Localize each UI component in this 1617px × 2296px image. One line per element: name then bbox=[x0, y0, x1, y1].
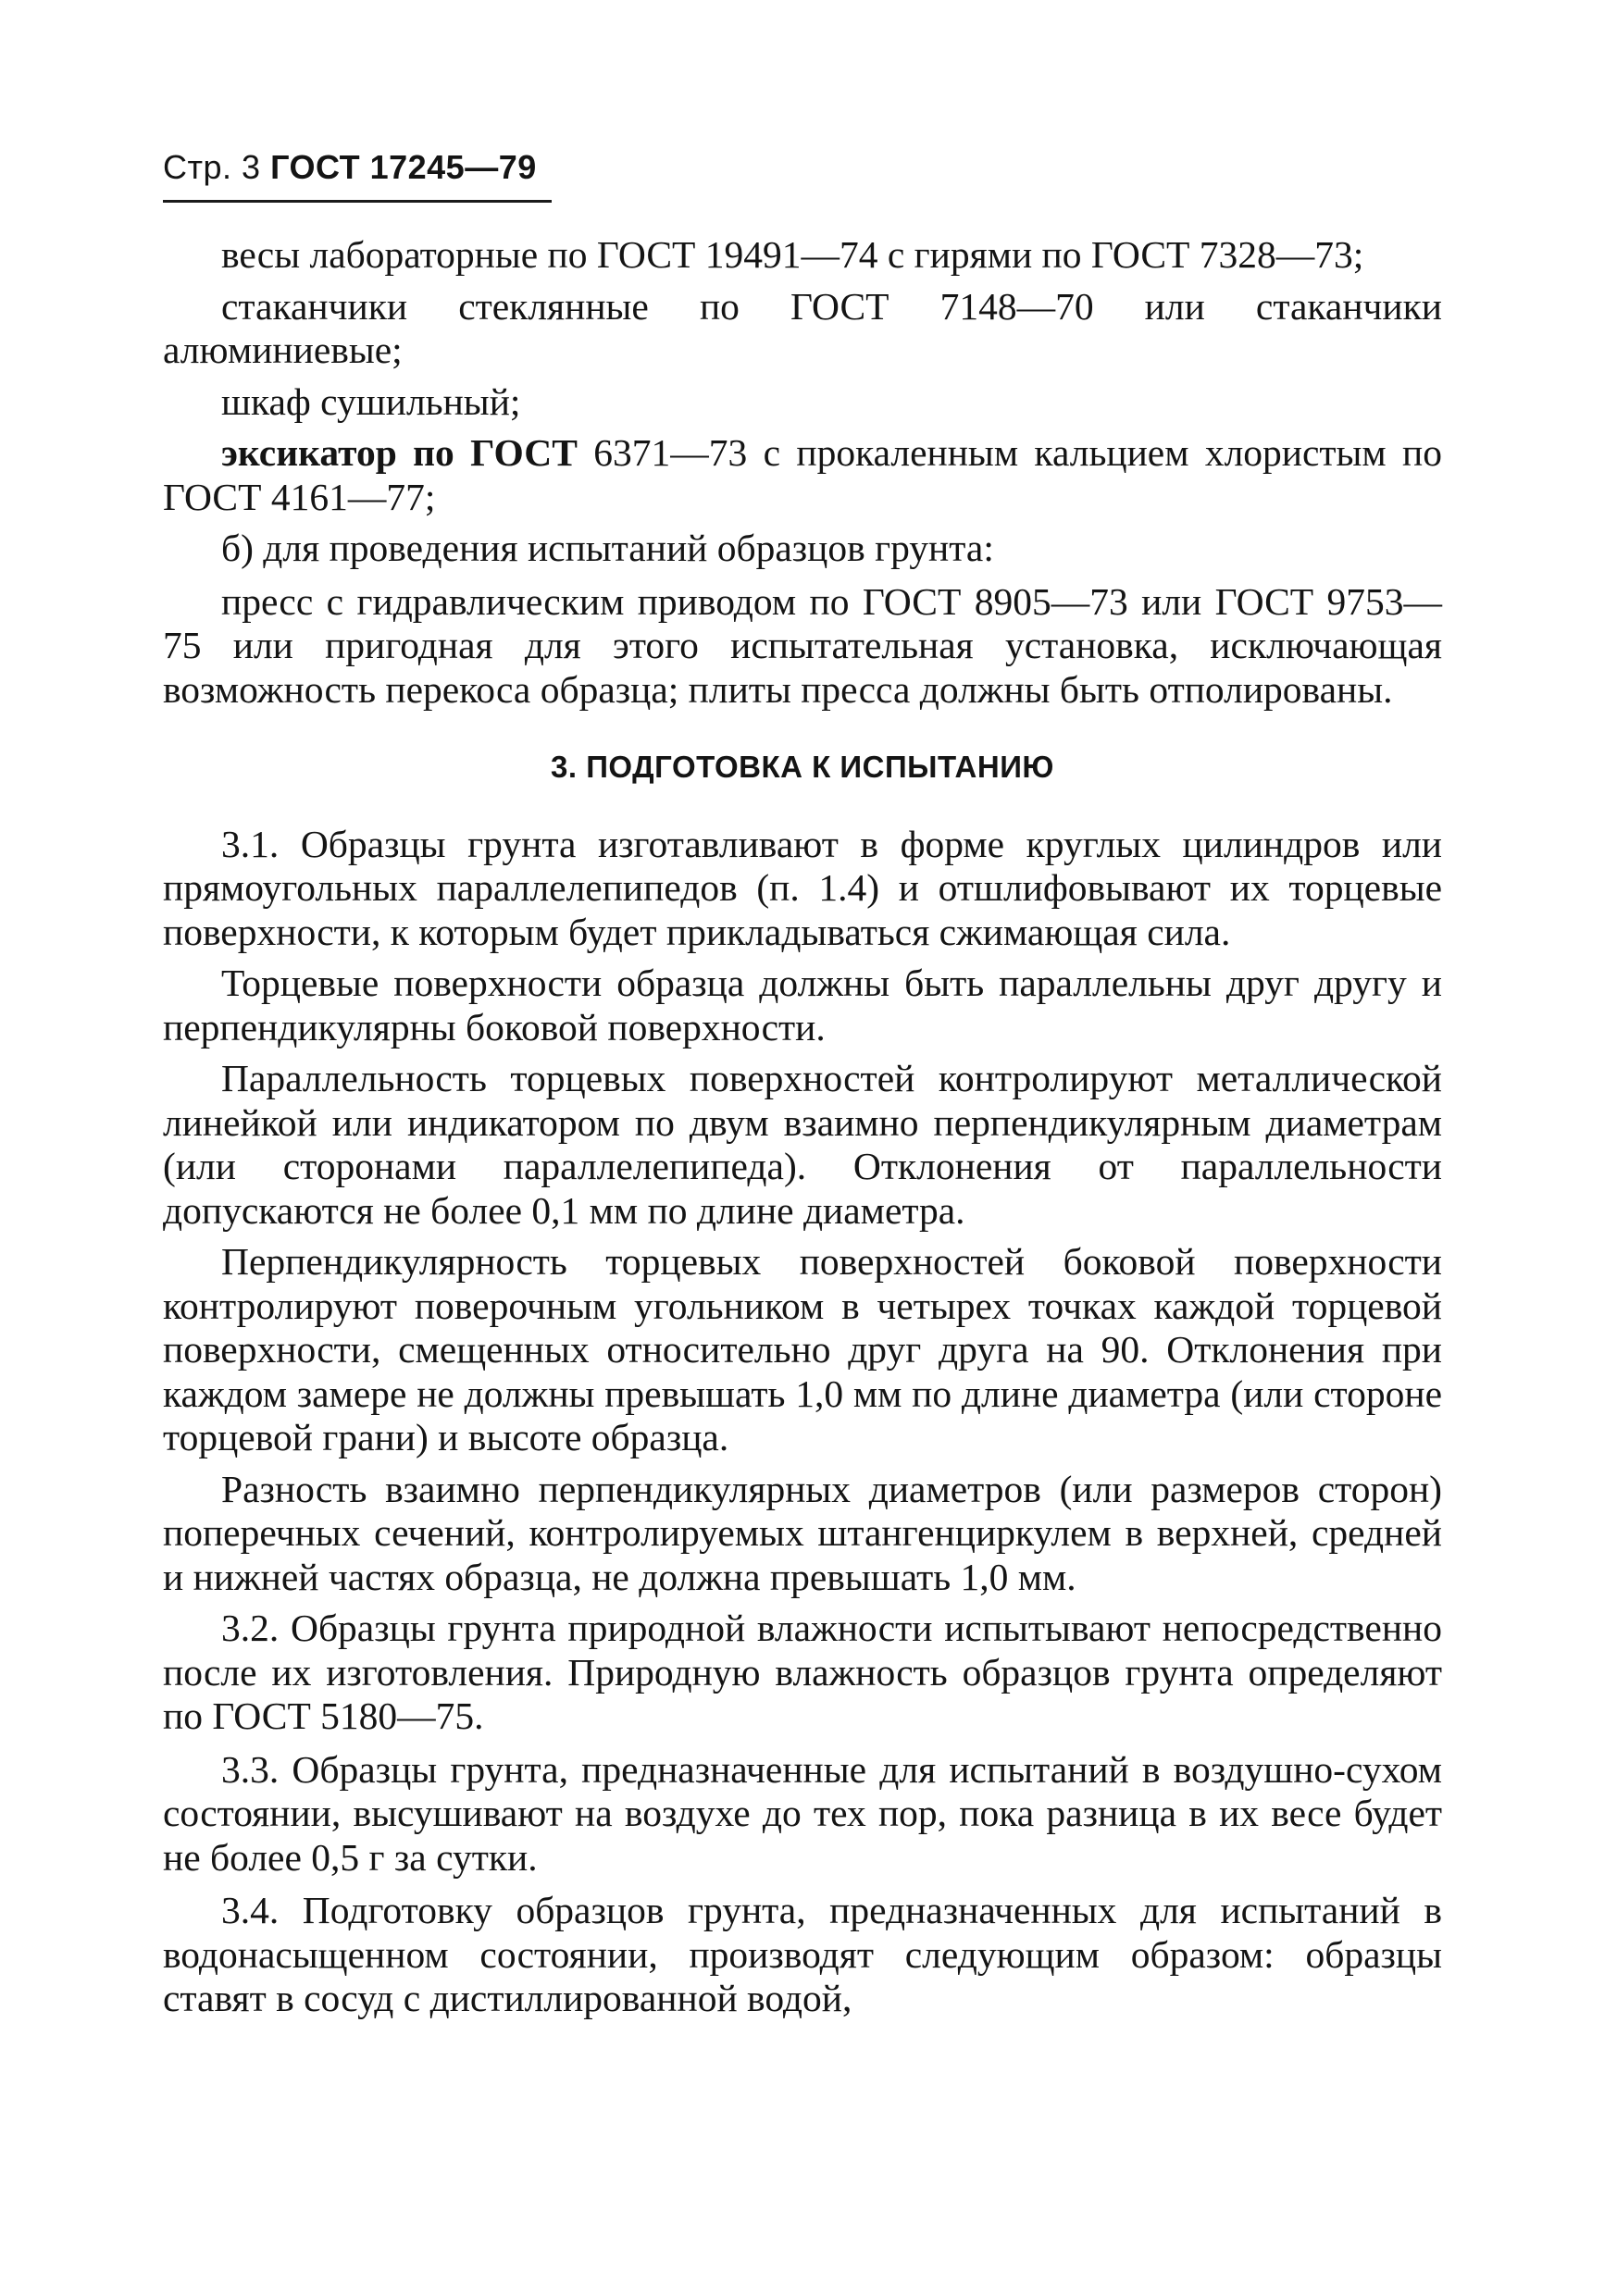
paragraph: Разность взаимно перпендикулярных диаметров (или размеров сторон) поперечных сечений, контролируемых штангенциркулем в верхней, средней и нижней частях образца, не должна превышать 1,0 мм. bbox=[163, 1467, 1442, 1598]
section-heading: 3. ПОДГОТОВКА К ИСПЫТАНИЮ bbox=[551, 750, 1054, 784]
paragraph: 3.4. Подготовку образцов грунта, предназначенных для испытаний в водонасыщенном состоянии, производят следующим образом: образцы ставят в сосуд с дистиллированной водой, bbox=[163, 1889, 1442, 2019]
paragraph: весы лабораторные по ГОСТ 19491—74 с гирями по ГОСТ 7328—73; bbox=[221, 233, 1364, 276]
paragraph-text: 6371—73 с прокаленным кальцием хлористым по ГОСТ 4161—77; bbox=[163, 431, 1442, 518]
document-id: ГОСТ 17245—79 bbox=[270, 148, 537, 186]
paragraph: 3.3. Образцы грунта, предназначенные для испытаний в воздушно-сухом состоянии, высушивают на воздухе до тех пор, пока разница в их весе будет не более 0,5 г за сутки. bbox=[163, 1747, 1442, 1879]
paragraph: шкаф сушильный; bbox=[221, 379, 521, 423]
bold-text: эксикатор по ГОСТ bbox=[221, 431, 578, 474]
paragraph: пресс с гидравлическим приводом по ГОСТ 8905—73 или ГОСТ 9753—75 или пригодная для этого испытательная установка, исключающая возможность перекоса образца; плиты пресса должны быть отполированы. bbox=[163, 579, 1442, 711]
paragraph: 3.1. Образцы грунта изготавливают в форме круглых цилиндров или прямоугольных параллелепипедов (п. 1.4) и отшлифовывают их торцевые поверхности, к которым будет прикладываться сжимающая сила. bbox=[163, 822, 1442, 953]
document-body bbox=[163, 233, 1442, 2029]
paragraph: б) для проведения испытаний образцов грунта: bbox=[221, 527, 994, 569]
paragraph: стаканчики стеклянные по ГОСТ 7148—70 или стаканчики алюминиевые; bbox=[163, 284, 1442, 371]
page-header bbox=[163, 148, 552, 203]
paragraph: Параллельность торцевых поверхностей контролируют металлической линейкой или индикатором по двум взаимно перпендикулярным диаметрам (или сторонами параллелепипеда). Отклонения от параллельности допускаются не более 0,1 мм по длине диаметра. bbox=[163, 1057, 1442, 1232]
paragraph: Перпендикулярность торцевых поверхностей боковой поверхности контролируют поверочным угольником в четырех точках каждой торцевой поверхности, смещенных относительно друг друга на 90. Отклонения при каждом замере не должны превышать 1,0 мм по длине диаметра (или стороне торцевой грани) и высоте образца. bbox=[163, 1240, 1442, 1458]
paragraph bbox=[163, 431, 1442, 519]
paragraph: 3.2. Образцы грунта природной влажности испытывают непосредственно после их изготовления. Природную влажность образцов грунта определяют по ГОСТ 5180—75. bbox=[163, 1607, 1442, 1737]
paragraph: Торцевые поверхности образца должны быть параллельны друг другу и перпендикулярны боковой поверхности. bbox=[163, 962, 1442, 1049]
page-number: Стр. 3 bbox=[163, 148, 261, 186]
